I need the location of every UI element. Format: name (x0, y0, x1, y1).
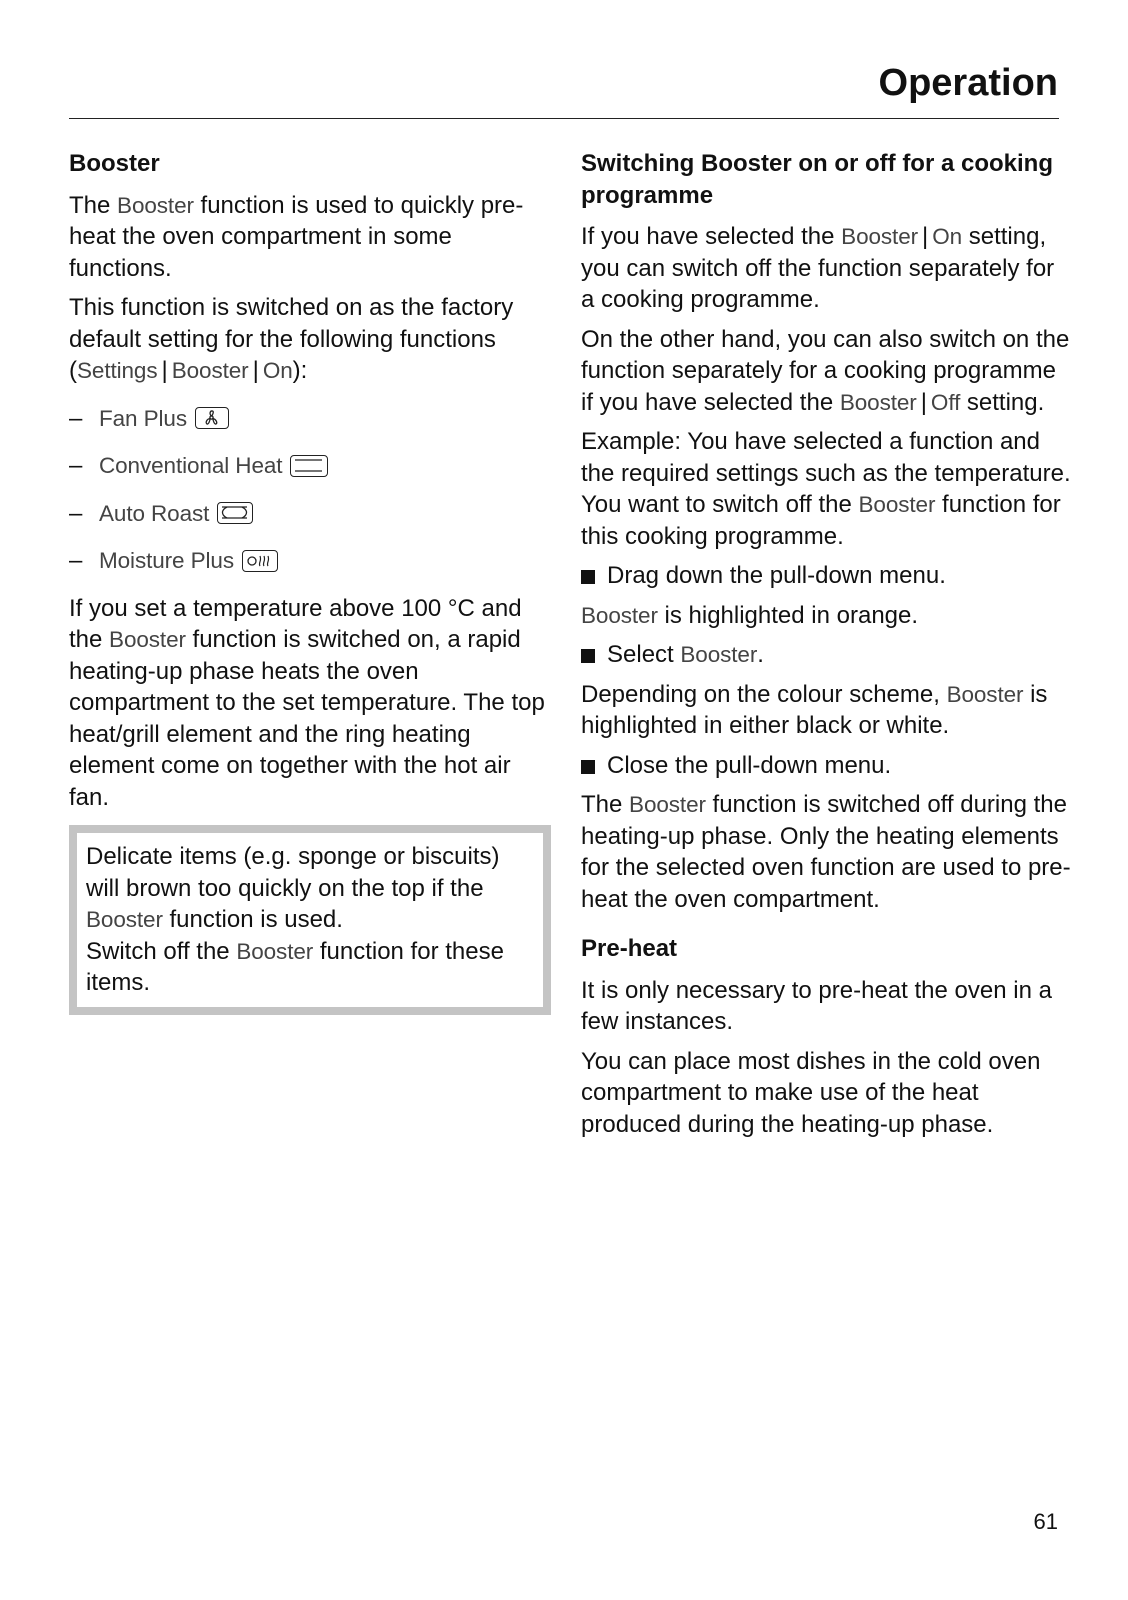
booster-heading: Booster (69, 150, 160, 177)
text: function is used. (162, 906, 343, 933)
instruction-step (581, 639, 1071, 671)
paragraph (581, 489, 1071, 552)
display-term: Off (930, 389, 961, 415)
warning-text (86, 936, 533, 999)
display-term: Booster (858, 492, 936, 517)
display-term: Booster (680, 642, 758, 667)
dash: – (69, 499, 83, 527)
separator: | (252, 357, 259, 384)
list-item (69, 490, 551, 538)
text: This function is switched on as the factory default setting for the following functions ( (69, 294, 514, 384)
dash: – (69, 404, 83, 432)
text: The (581, 791, 630, 818)
auto-roast-icon (217, 502, 253, 524)
display-term: Booster (629, 792, 706, 817)
text: If you set a temperature above 100 °C and the (69, 594, 522, 653)
paragraph (581, 426, 1071, 489)
display-term: Booster (109, 627, 186, 652)
temperature-paragraph (69, 593, 551, 814)
text: Depending on the colour scheme, (581, 680, 947, 708)
text: function is used to quickly pre-heat the oven compartment in some functions. (69, 191, 524, 282)
bullet-square-icon (581, 570, 595, 584)
text: Example: You have selected a function and the required settings such as the temperature. (581, 428, 1071, 487)
warning-box (69, 825, 551, 1015)
moisture-plus-icon (242, 550, 278, 572)
paragraph (581, 600, 1071, 632)
header-divider (69, 118, 1059, 119)
paragraph (581, 221, 1071, 316)
function-list (69, 395, 551, 585)
paragraph: You can place most dishes in the cold oven compartment to make use of the heat produced during the heating-up phase. (581, 1047, 1041, 1138)
text: Switch off the (86, 937, 237, 965)
text: is highlighted in either black or white. (581, 680, 1048, 739)
conventional-heat-icon (290, 455, 328, 477)
bullet-square-icon (581, 649, 595, 663)
function-label: Auto Roast (99, 500, 210, 526)
text: The (69, 191, 118, 219)
paragraph (581, 789, 1071, 915)
paragraph (581, 679, 1071, 742)
display-term: Booster (86, 907, 163, 932)
text: Delicate items (e.g. sponge or biscuits) will brown too quickly on the top if the (86, 843, 500, 902)
display-term: Booster (171, 358, 249, 383)
text: setting. (960, 388, 1045, 416)
display-term: Booster (117, 192, 194, 218)
display-term: On (932, 224, 963, 249)
paragraph: It is only necessary to pre-heat the oven in a few instances. (581, 976, 1052, 1035)
list-item (69, 395, 551, 443)
text: function is switched off during the heating-up phase. Only the heating elements for the selected oven function are used to pre-heat the oven compartment. (581, 791, 1071, 913)
right-column (581, 148, 1071, 1148)
dash: – (69, 547, 83, 574)
step-text: Drag down the pull-down menu. (607, 562, 946, 589)
display-term: Booster (236, 938, 314, 964)
separator: | (161, 357, 168, 384)
display-term: Booster (581, 602, 658, 628)
display-term: Booster (946, 681, 1024, 707)
text: is highlighted in orange. (657, 601, 919, 629)
list-item (69, 442, 551, 490)
fan-plus-icon (195, 407, 229, 429)
bullet-square-icon (581, 760, 595, 774)
pre-heat-heading: Pre-heat (581, 935, 678, 962)
left-column (69, 148, 551, 1015)
default-functions-paragraph (69, 292, 551, 387)
warning-text (86, 841, 533, 936)
instruction-step (581, 750, 1071, 782)
paragraph (581, 324, 1071, 419)
text: ): (292, 357, 308, 384)
booster-intro (69, 190, 551, 285)
separator: | (922, 223, 929, 250)
text: Select (607, 641, 681, 668)
display-term: Booster (839, 389, 917, 415)
function-label: Moisture Plus (99, 548, 234, 573)
text: function for these items. (86, 937, 504, 996)
display-term: Settings (77, 358, 158, 383)
text: setting, you can switch off the function separately for a cooking programme. (581, 223, 1055, 313)
text: . (757, 641, 764, 668)
display-term: On (262, 358, 293, 383)
step-text: Close the pull-down menu. (607, 751, 892, 779)
list-item (69, 537, 551, 585)
dash: – (69, 452, 83, 479)
text: function is switched on, a rapid heating-up phase heats the oven compartment to the set temperature. The top heat/grill element and the ring heating element come on together with the hot air fan. (69, 626, 545, 811)
text: If you have selected the (581, 223, 842, 250)
switching-booster-heading: Switching Booster on or off for a cooking programme (581, 150, 1053, 209)
text: On the other hand, you can also switch on the function separately for a cooking programme if you have selected the (581, 325, 1070, 416)
function-label: Conventional Heat (99, 453, 283, 478)
text: You want to switch off the (581, 491, 859, 518)
text: function for this cooking programme. (581, 491, 1061, 550)
display-term: Booster (841, 224, 919, 249)
function-label: Fan Plus (99, 405, 187, 431)
separator: | (920, 388, 927, 416)
page-title: Operation (878, 62, 1058, 104)
page-number: 61 (1033, 1509, 1058, 1534)
step-text (607, 639, 764, 671)
instruction-step (581, 560, 1071, 592)
